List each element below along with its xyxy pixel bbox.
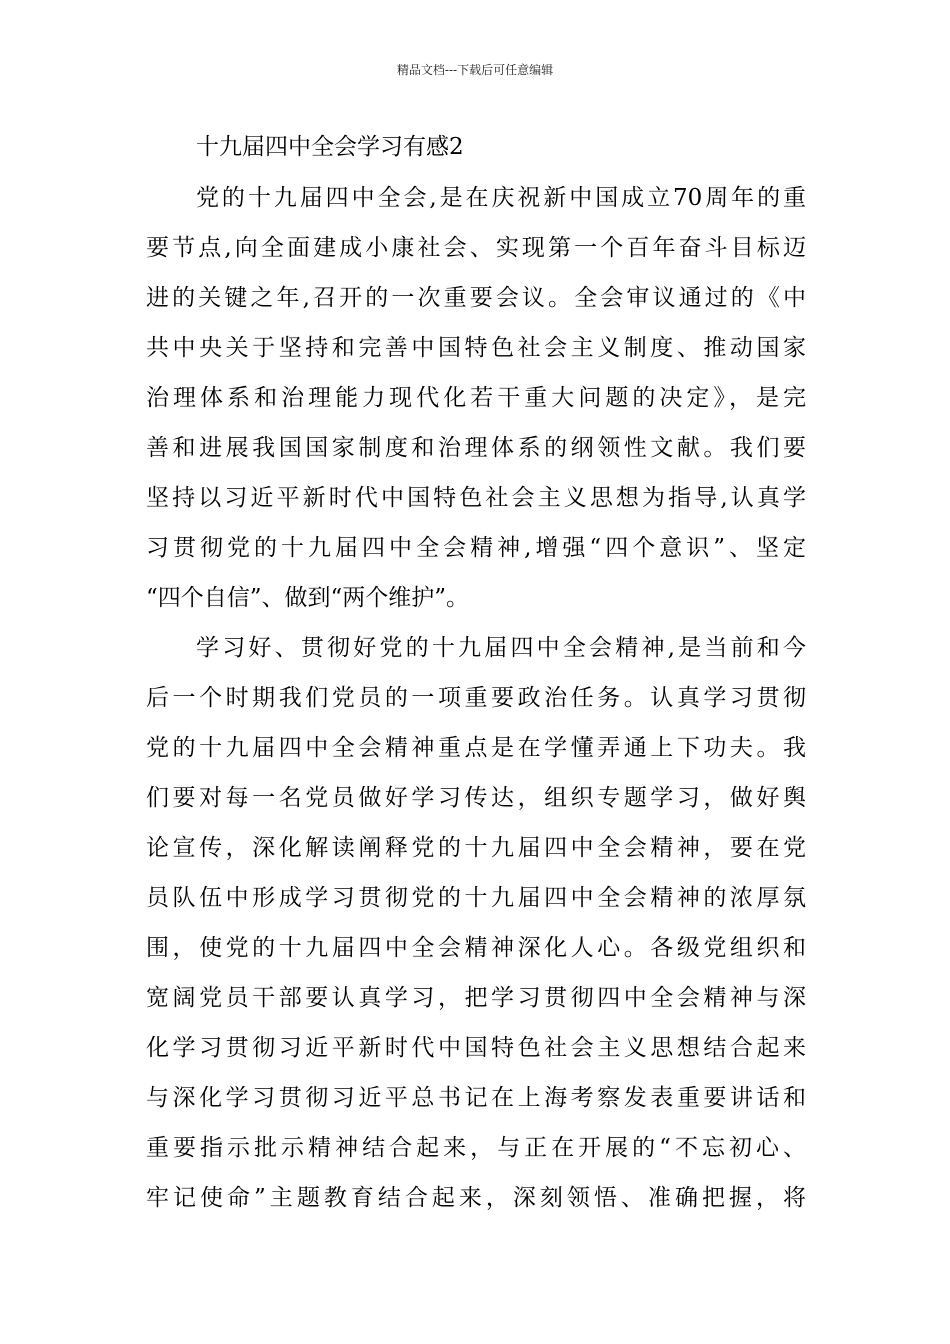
document-title: 十九届四中全会学习有感2 xyxy=(196,134,464,160)
paragraph-line: 党的十九届四中全会精神重点是在学懂弄通上下功夫。我 xyxy=(146,735,806,761)
paragraph-line: 论宣传，深化解读阐释党的十九届四中全会精神，要在党 xyxy=(146,835,806,861)
paragraph-line: 围，使党的十九届四中全会精神深化人心。各级党组织和 xyxy=(146,935,806,961)
paragraph-line: 化学习贯彻习近平新时代中国特色社会主义思想结合起来 xyxy=(146,1035,806,1061)
paragraph-line: 们要对每一名党员做好学习传达，组织专题学习，做好舆 xyxy=(146,785,806,811)
page-header: 精品文档---下载后可任意编辑 xyxy=(396,63,554,77)
paragraph-line: 习贯彻党的十九届四中全会精神,增强“四个意识”、坚定 xyxy=(146,535,806,561)
paragraph-line: 治理体系和治理能力现代化若干重大问题的决定》，是完 xyxy=(146,385,806,411)
paragraph-line: 要节点,向全面建成小康社会、实现第一个百年奋斗目标迈 xyxy=(146,235,806,261)
paragraph-line: 后一个时期我们党员的一项重要政治任务。认真学习贯彻 xyxy=(146,685,806,711)
paragraph-line: 牢记使命”主题教育结合起来，深刻领悟、准确把握，将 xyxy=(146,1185,806,1211)
paragraph-line: 重要指示批示精神结合起来，与正在开展的“不忘初心、 xyxy=(146,1135,806,1161)
paragraph-line: 坚持以习近平新时代中国特色社会主义思想为指导,认真学 xyxy=(146,485,806,511)
paragraph-line: 学习好、贯彻好党的十九届四中全会精神,是当前和今 xyxy=(196,635,806,661)
paragraph-line: 善和进展我国国家制度和治理体系的纲领性文献。我们要 xyxy=(146,435,806,461)
paragraph-line: 员队伍中形成学习贯彻党的十九届四中全会精神的浓厚氛 xyxy=(146,885,806,911)
paragraph-line: 宽阔党员干部要认真学习，把学习贯彻四中全会精神与深 xyxy=(146,985,806,1011)
paragraph-line: 党的十九届四中全会,是在庆祝新中国成立70周年的重 xyxy=(196,185,806,211)
paragraph-line: 进的关键之年,召开的一次重要会议。全会审议通过的《中 xyxy=(146,285,806,311)
paragraph-line: “四个自信”、做到“两个维护”。 xyxy=(146,585,470,611)
paragraph-line: 与深化学习贯彻习近平总书记在上海考察发表重要讲话和 xyxy=(146,1085,806,1111)
paragraph-line: 共中央关于坚持和完善中国特色社会主义制度、推动国家 xyxy=(146,335,806,361)
